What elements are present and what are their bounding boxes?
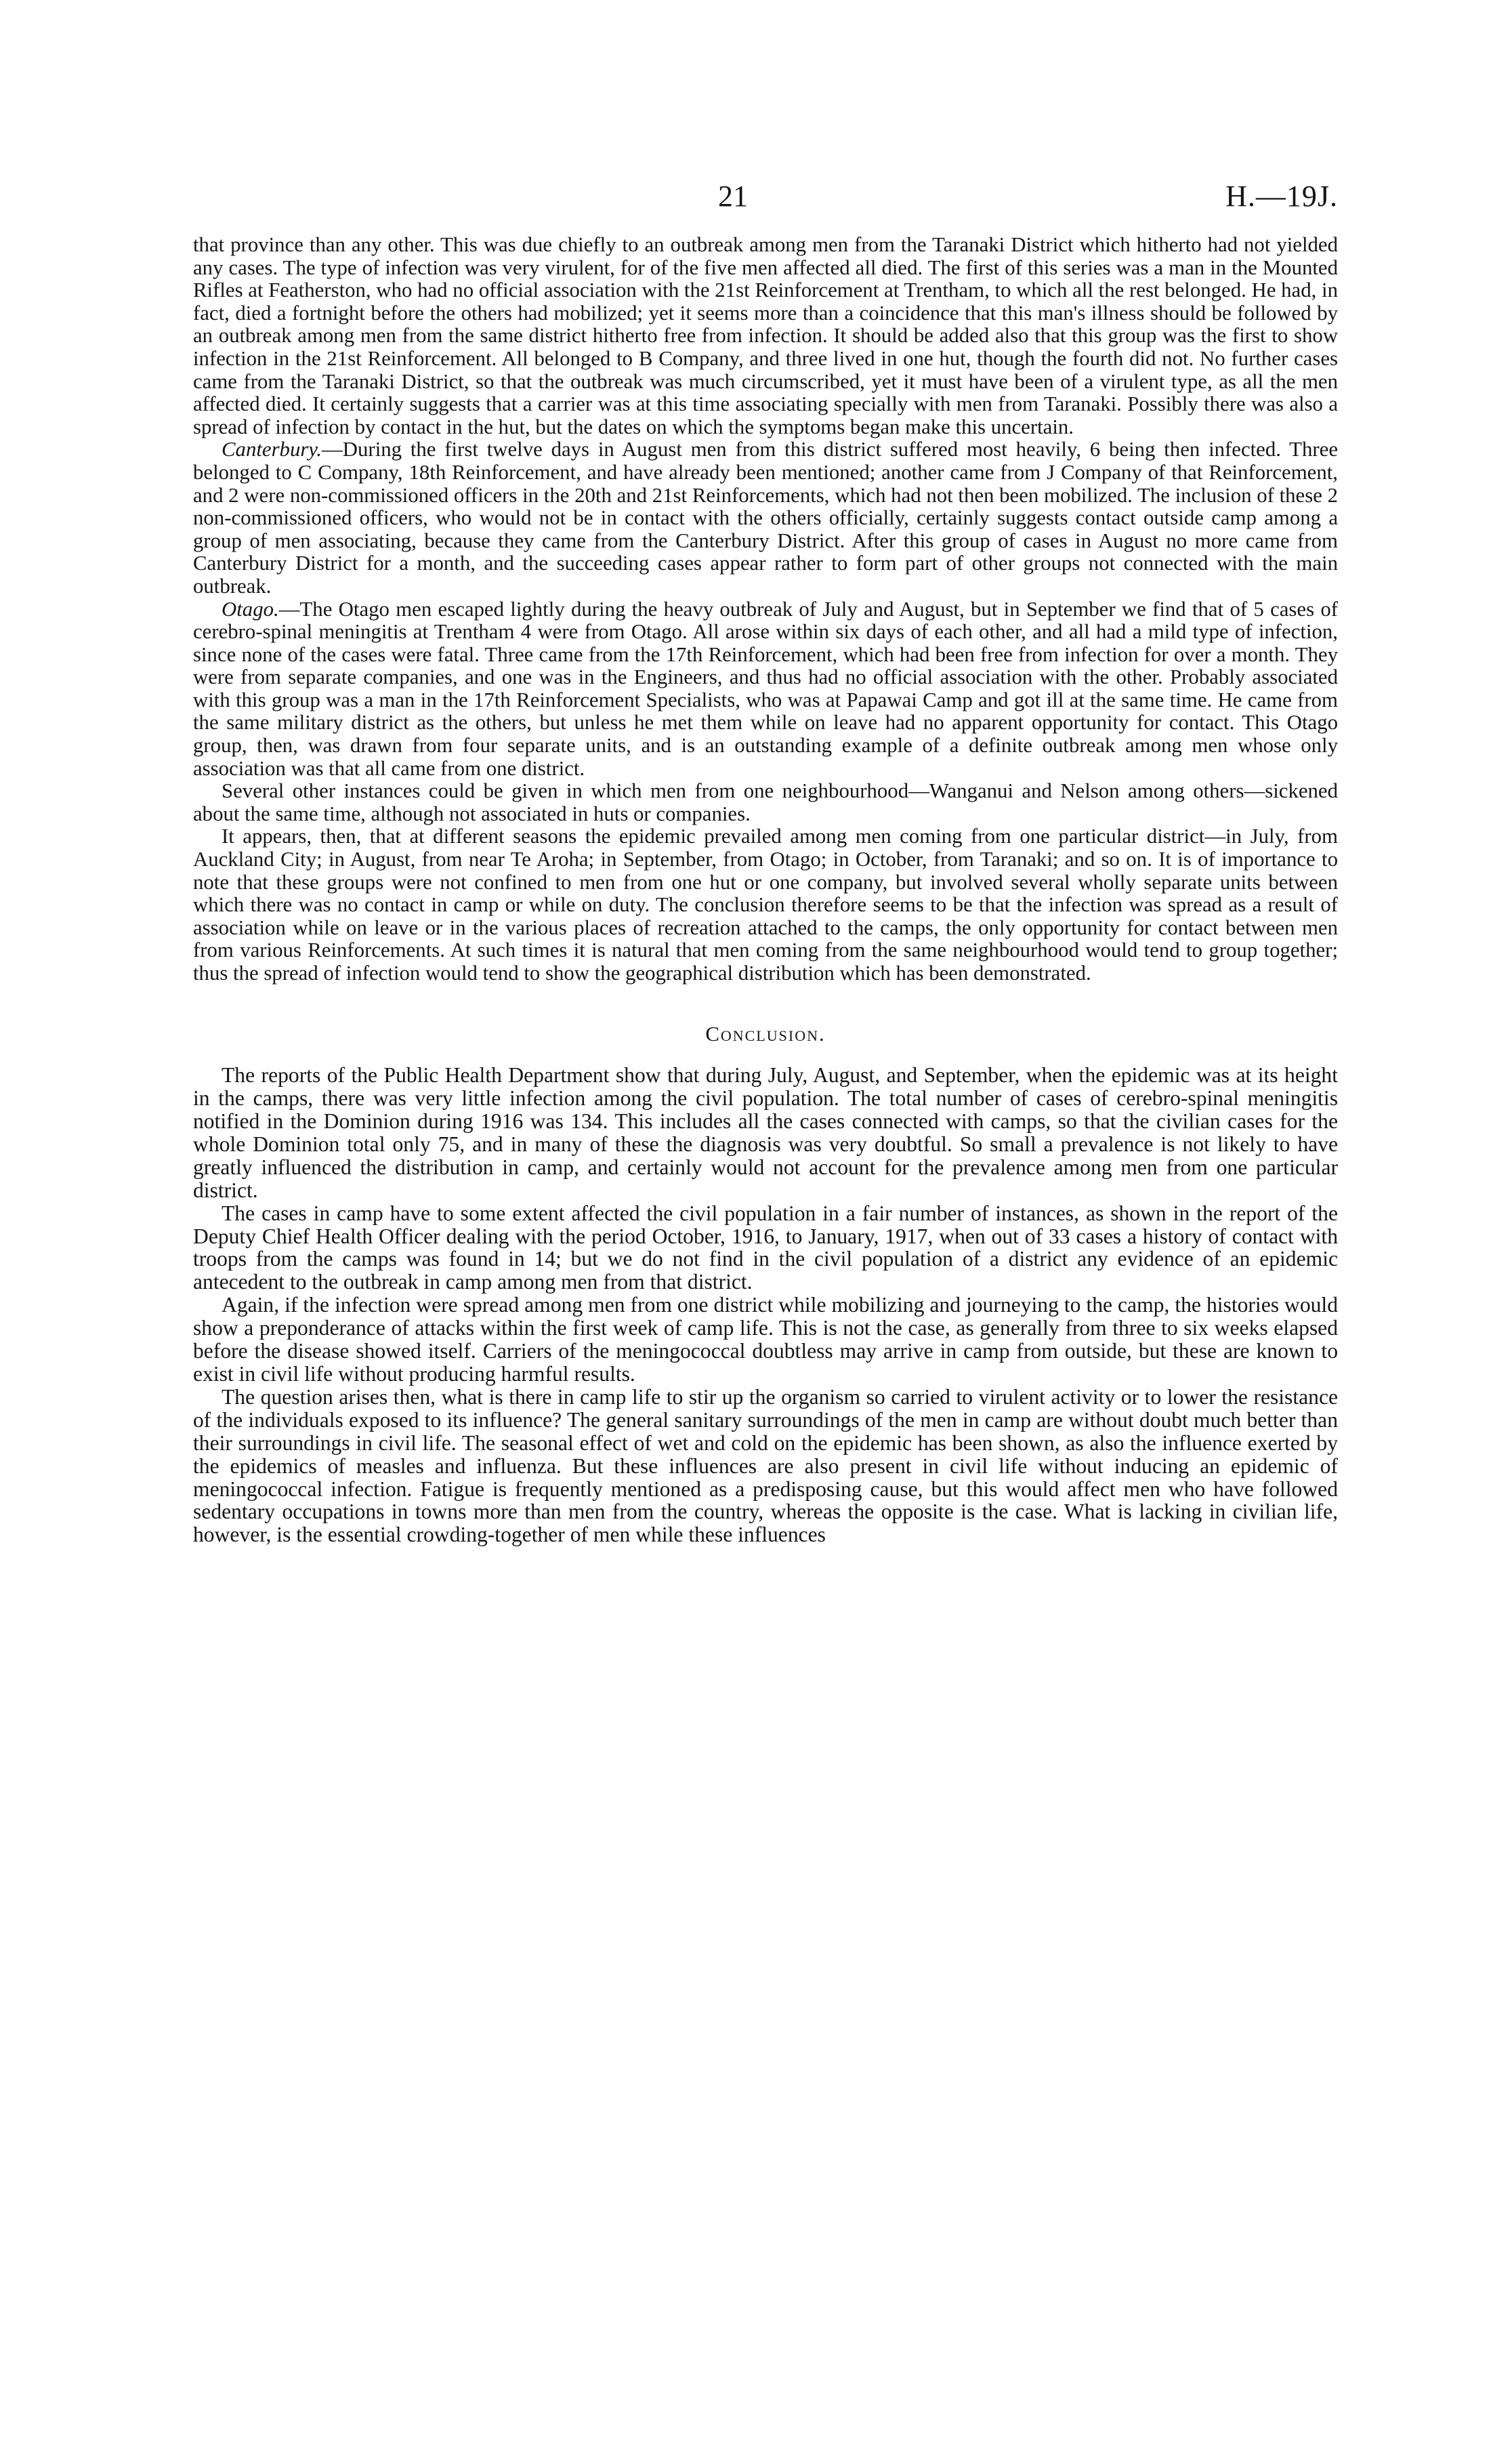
- paragraph-conclusion-4: The question arises then, what is there in camp life to stir up the organism so carried to virulent activity or to lower the resistance of the individuals exposed to its influence? The general sanitary surroundings of the men in camp are without doubt much better than their surroundings in civil life. The seasonal effect of wet and cold on the epidemic has been shown, as also the influence exerted by the epidemics of measles and influenza. But these influences are also present in civil life without inducing an epidemic of meningococcal infection. Fatigue is frequently mentioned as a predisposing cause, but this would affect men who have followed sedentary occupations in towns more than men from the country, whereas the opposite is the case. What is lacking in civilian life, however, is the essential crowding-together of men while these influences: [193, 1384, 1338, 1547]
- paragraph-seasonal-districts: It appears, then, that at different seasons the epidemic prevailed among men coming from one particular district—in July, from Auckland City; in August, from near Te Aroha; in September, from Otago; in October, from Taranaki; and so on. It is of importance to note that these groups were not confined to men from one hut or one company, but involved several wholly separate units between which there was no contact in camp or while on duty. The conclusion therefore seems to be that the infection was spread as a result of association while on leave or in the various places of recreation attached to the camps, the only opportunity for contact between men from various Reinforcements. At such times it is natural that men coming from the same neighbourhood would tend to group together; thus the spread of infection would tend to show the geographical distribution which has been demonstrated.: [193, 825, 1338, 985]
- section-heading-conclusion: Conclusion.: [705, 1022, 826, 1046]
- body-text: [193, 234, 1338, 1546]
- run-in-heading-otago: Otago.: [222, 597, 279, 621]
- paragraph-canterbury: [193, 438, 1338, 598]
- page-header: [193, 176, 1338, 217]
- paragraph-conclusion-2: The cases in camp have to some extent affected the civil population in a fair number of instances, as shown in the report of the Deputy Chief Health Officer dealing with the period October, 1916, to January, 1917, when out of 33 cases a history of contact with troops from the camps was found in 14; but we do not find in the civil population of a district any evidence of an epidemic antecedent to the outbreak in camp among men from that district.: [193, 1201, 1338, 1294]
- page-number: 21: [718, 180, 748, 213]
- paragraph-taranaki-continuation: that province than any other. This was due chiefly to an outbreak among men from the Taranaki District which hitherto had not yielded any cases. The type of infection was very virulent, for of the five men affected all died. The first of this series was a man in the Mounted Rifles at Featherston, who had no official association with the 21st Reinforcement at Trentham, to which all the rest belonged. He had, in fact, died a fortnight before the others had mobilized; yet it seems more than a coincidence that this man's illness should be followed by an outbreak among men from the same district hitherto free from infection. It should be added also that this group was the first to show infection in the 21st Reinforcement. All belonged to B Company, and three lived in one hut, though the fourth did not. No further cases came from the Taranaki District, so that the outbreak was much circumscribed, yet it must have been of a virulent type, as all the men affected died. It certainly suggests that a carrier was at this time associating specially with men from Taranaki. Possibly there was also a spread of infection by contact in the hut, but the dates on which the symptoms began make this uncertain.: [193, 233, 1338, 438]
- document-reference: H.—19J.: [1225, 180, 1338, 213]
- paragraph-otago: [193, 598, 1338, 781]
- run-in-heading-canterbury: Canterbury.: [222, 438, 322, 461]
- paragraph-otago-text: —The Otago men escaped lightly during the heavy outbreak of July and August, but in September we find that of 5 cases of cerebro-spinal meningitis at Trentham 4 were from Otago. All arose within six days of each other, and all had a mild type of infection, since none of the cases were fatal. Three came from the 17th Reinforcement, which had been free from infection for over a month. They were from separate companies, and one was in the Engineers, and thus had no official association with the other. Probably associated with this group was a man in the 17th Reinforcement Specialists, who was at Papawai Camp and got ill at the same time. He came from the same military district as the others, but unless he met them while on leave had no apparent opportunity for contact. This Otago group, then, was drawn from four separate units, and is an outstanding example of a definite outbreak among men whose only association was that all came from one district.: [193, 597, 1338, 780]
- paragraph-conclusion-1: The reports of the Public Health Department show that during July, August, and September, when the epidemic was at its height in the camps, there was very little infection among the civil population. The total number of cases of cerebro-spinal meningitis notified in the Dominion during 1916 was 134. This includes all the cases connected with camps, so that the civilian cases for the whole Dominion total only 75, and in many of these the diagnosis was very doubtful. So small a prevalence is not likely to have greatly influenced the distribution in camp, and certainly would not account for the prevalence among men from one particular district.: [193, 1063, 1338, 1202]
- paragraph-other-instances: Several other instances could be given in which men from one neighbourhood—Wanganui and Nelson among others—sickened about the same time, although not associated in huts or companies.: [193, 779, 1338, 825]
- paragraph-canterbury-text: —During the first twelve days in August men from this district suffered most heavily, 6 being then infected. Three belonged to C Company, 18th Reinforcement, and have already been mentioned; another came from J Company of that Reinforcement, and 2 were non-commissioned officers in the 20th and 21st Reinforcements, which had not then been mobilized. The inclusion of these 2 non-commissioned officers, who would not be in contact with the others officially, certainly suggests contact outside camp among a group of men associating, because they came from the Canterbury District. After this group of cases in August no more came from Canterbury District for a month, and the succeeding cases appear rather to form part of other groups not connected with the main outbreak.: [193, 438, 1338, 598]
- paragraph-conclusion-3: Again, if the infection were spread among men from one district while mobilizing and journeying to the camp, the histories would show a preponderance of attacks within the first week of camp life. This is not the case, as generally from three to six weeks elapsed before the disease showed itself. Carriers of the meningococcal doubtless may arrive in camp from outside, but these are known to exist in civil life without producing harmful results.: [193, 1293, 1338, 1386]
